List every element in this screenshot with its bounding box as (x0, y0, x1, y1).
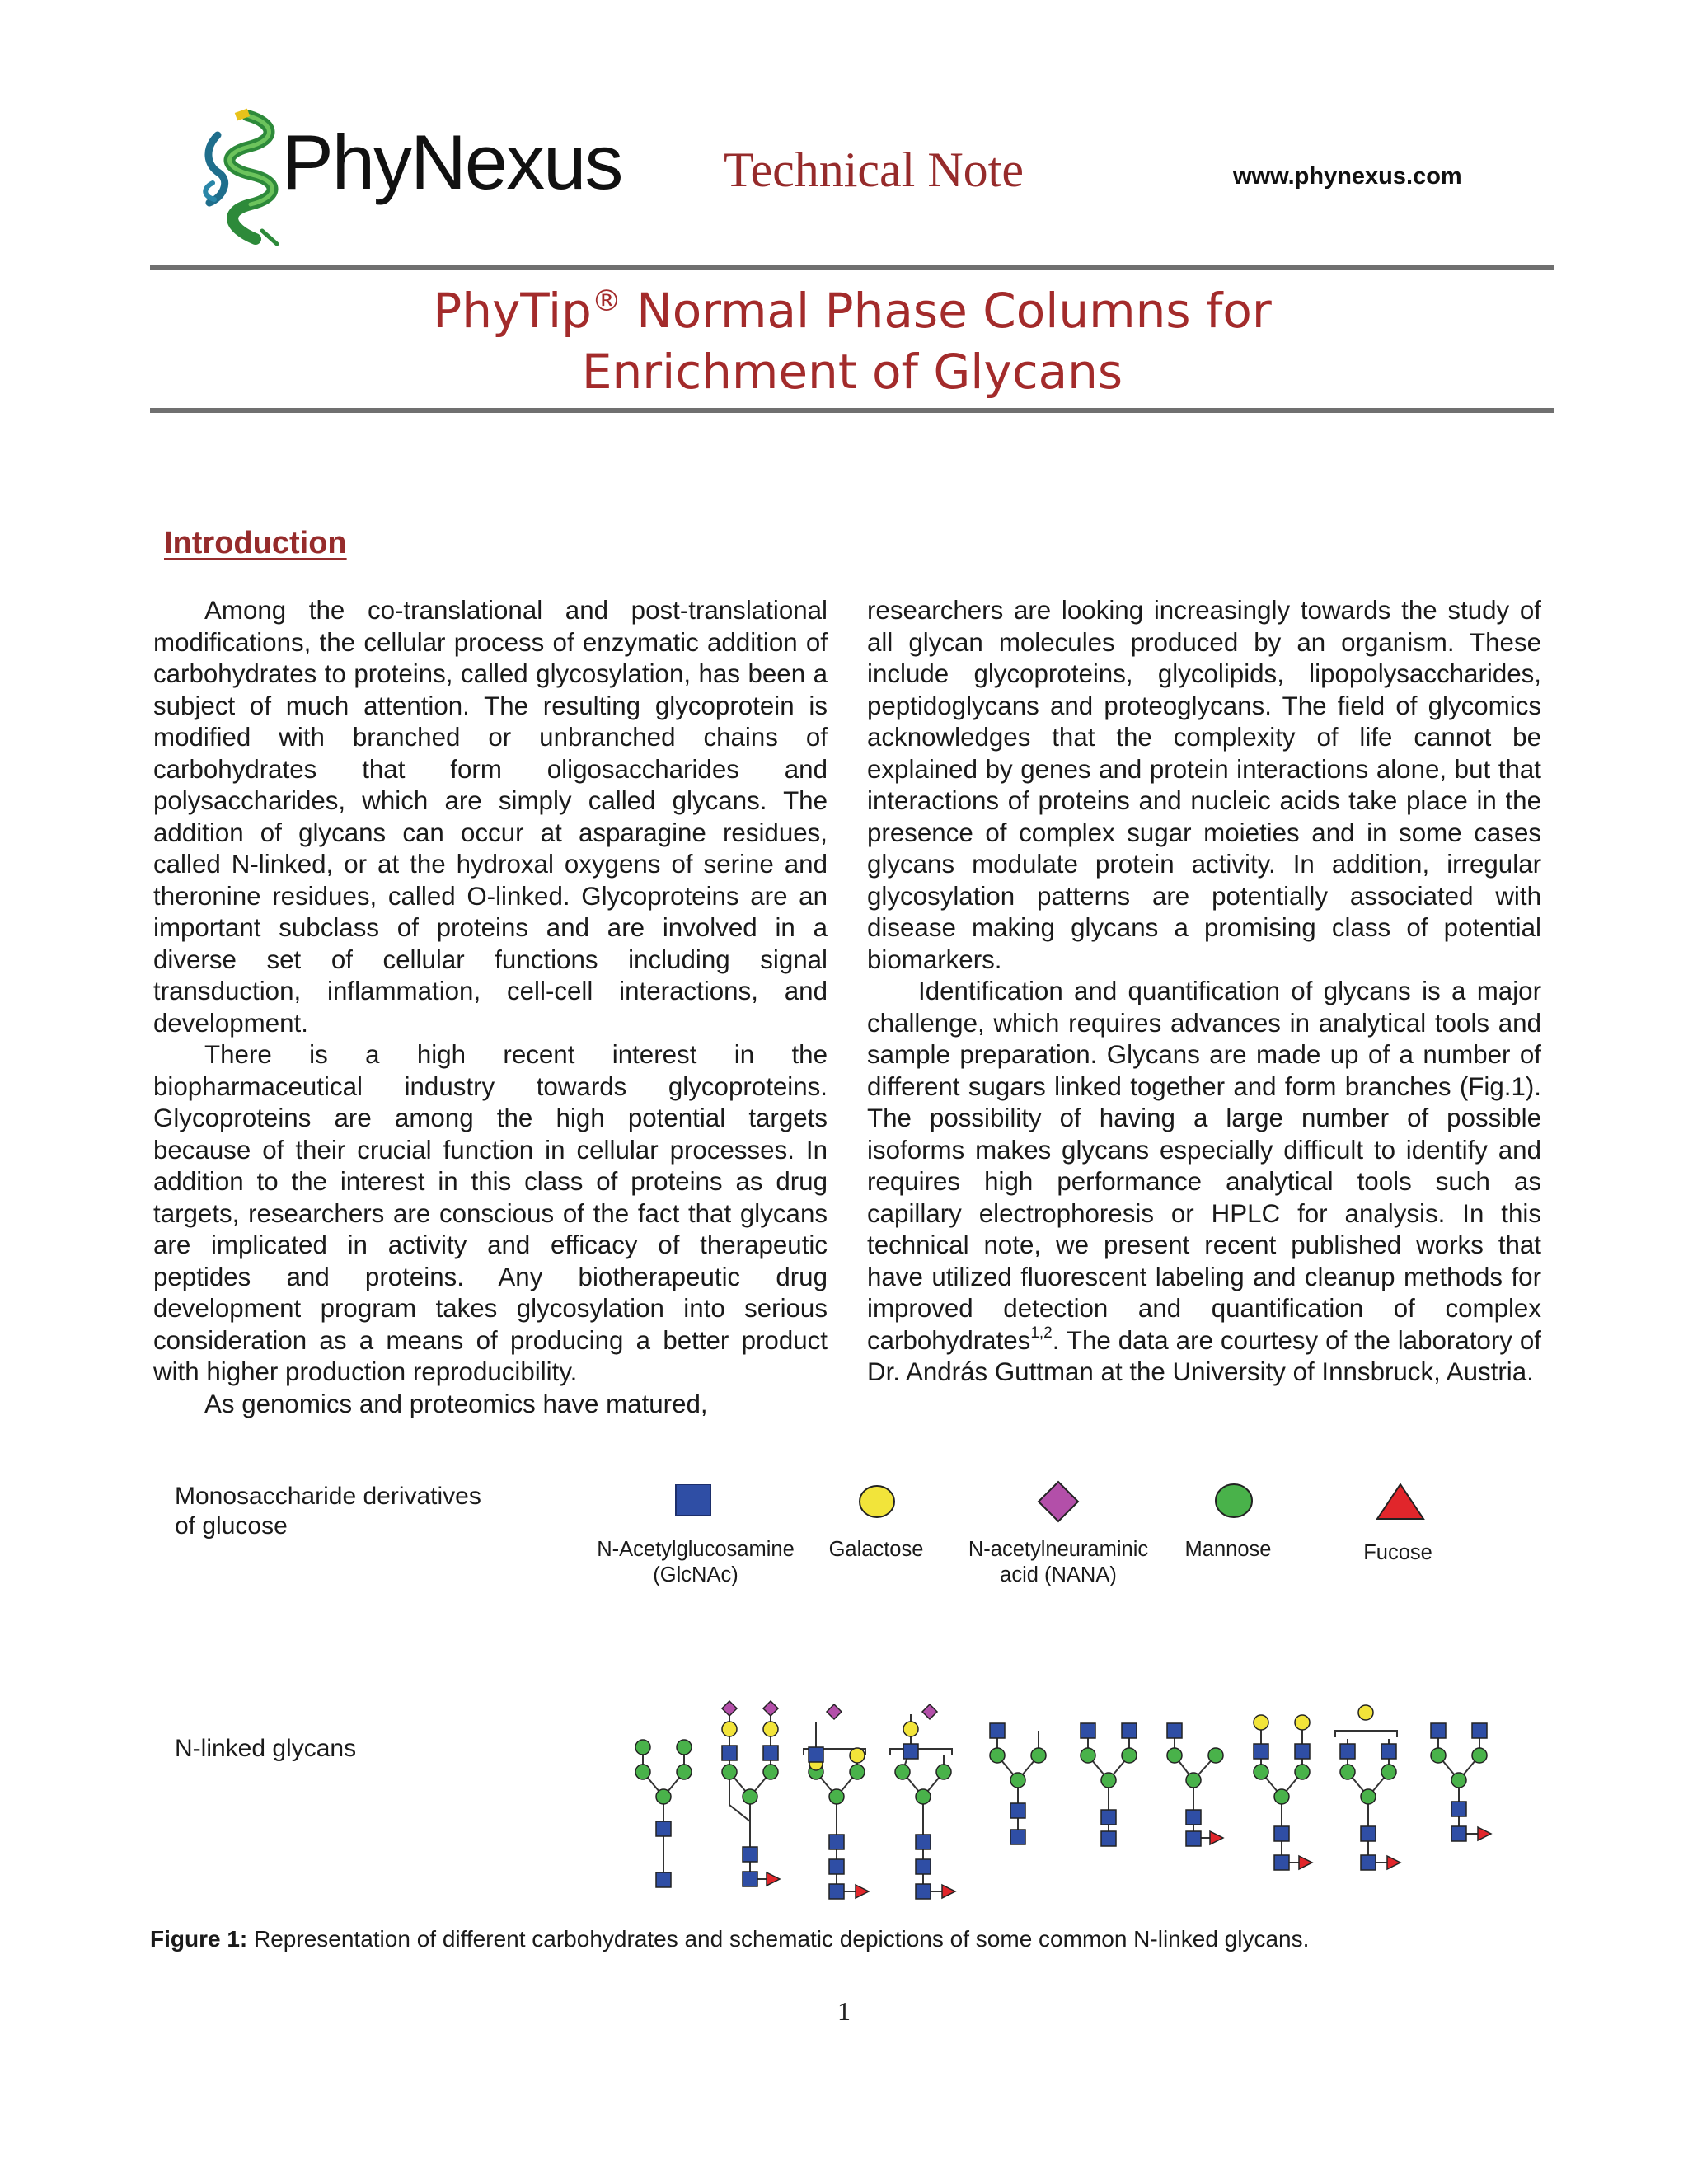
glcnac-square-icon (675, 1484, 711, 1517)
text-column-right (867, 595, 1541, 1389)
title-line-1-rest: Normal Phase Columns for (621, 283, 1272, 339)
legend-name: Fucose (1363, 1541, 1432, 1564)
legend-name: (GlcNAc) (653, 1563, 738, 1586)
page-number: 1 (837, 1996, 851, 2026)
monosaccharide-label (175, 1482, 481, 1541)
website-url: www.phynexus.com (1233, 163, 1462, 190)
legend-name: Galactose (828, 1538, 924, 1561)
title-line-1 (150, 280, 1554, 341)
galactose-circle-icon (857, 1483, 897, 1520)
legend-name: acid (NANA) (1000, 1563, 1117, 1586)
paragraph-text: Identification and quantification of glycans is a major challenge, which requires advances in analytical tools and sample preparation. Glycans are made up of a number of different sugars linked together and form branches (Fig.1). The possibility of having a large number of possible isoforms makes glycans especially difficult to identify and requires high performance analytical tools such as capillary electrophoresis or HPLC for analysis. In this technical note, we present recent published works that have utilized fluorescent labeling and cleanup methods for improved detection and quantification of complex carbohydrates (867, 977, 1541, 1355)
title-line-2: Enrichment of Glycans (581, 344, 1123, 400)
legend-name: N-acetylneuraminic (968, 1538, 1149, 1561)
fucose-triangle-icon (1375, 1482, 1426, 1521)
document-title (150, 280, 1554, 402)
legend-fucose (1274, 1540, 1522, 1566)
paragraph: Among the co-translational and post-translational modifications, the cellular process of enzymatic addition of carbohydrates to proteins, called glycosylation, has been a subject of much attention. The resulting glycoprotein is modified with branched or unbranched chains of carbohydrates that form oligosaccharides and polysaccharides, which are simply called glycans. The addition of glycans can occur at asparagine residues, called N-linked, or at the hydroxal oxygens of serine and theronine residues, called O-linked. Glycoproteins are an important subclass of proteins and are involved in a diverse set of cellular functions including signal transduction, inflammation, cell-cell interactions, and development. (153, 596, 828, 1038)
registered-mark: ® (591, 284, 621, 319)
section-heading-introduction: Introduction (164, 526, 347, 560)
title-rule-top (150, 265, 1554, 270)
label-line: of glucose (175, 1512, 288, 1540)
mannose-circle-icon (1213, 1482, 1254, 1520)
caption-label: Figure 1: (150, 1926, 248, 1952)
legend-name: N-Acetylglucosamine (597, 1538, 795, 1561)
nana-diamond-icon (1037, 1480, 1080, 1523)
figure-caption (150, 1925, 1309, 1953)
brand-name: PhyNexus (282, 119, 622, 205)
paragraph-text: . The data are courtesy of the laboratory of Dr. András Guttman at the University of Innsbruck, Austria. (867, 1325, 1541, 1386)
reference-superscript: 1,2 (1030, 1324, 1053, 1342)
document-type: Technical Note (724, 143, 1024, 197)
paragraph (867, 976, 1541, 1389)
title-product: PhyTip (433, 283, 592, 339)
text-column-left (153, 595, 828, 1420)
paragraph: As genomics and proteomics have matured, (204, 1389, 708, 1418)
n-linked-glycan-diagrams (610, 1690, 1525, 1937)
phynexus-logo-icon (198, 107, 288, 247)
caption-text: Representation of different carbohydrates and schematic depictions of some common N-linked glycans. (247, 1926, 1310, 1952)
n-linked-glycans-label: N-linked glycans (175, 1735, 357, 1762)
title-rule-bottom (150, 408, 1554, 413)
label-line: Monosaccharide derivatives (175, 1483, 481, 1510)
paragraph: researchers are looking increasingly towards the study of all glycan molecules produced by an organism. These include glycoproteins, glycolipids, lipopolysaccharides, peptidoglycans and proteoglycans. The field of glycomics acknowledges that the complexity of life cannot be explained by genes and protein interactions alone, but that interactions of proteins and nucleic acids take place in the presence of complex sugar moieties and in some cases glycans modulate protein activity. In addition, irregular glycosylation patterns are potentially associated with disease making glycans a promising class of potential biomarkers. (867, 596, 1541, 974)
paragraph: There is a high recent interest in the biopharmaceutical industry towards glycoproteins. Glycoproteins are among the high potential targets because of their crucial function in cellular processes. In addition to the interest in this class of proteins as drug targets, researchers are conscious of the fact that glycans are implicated in activity and efficacy of therapeutic peptides and proteins. Any biotherapeutic drug development program takes glycosylation into serious consideration as a means of producing a better product with higher production reproducibility. (153, 1040, 828, 1386)
legend-name: Mannose (1184, 1538, 1272, 1561)
